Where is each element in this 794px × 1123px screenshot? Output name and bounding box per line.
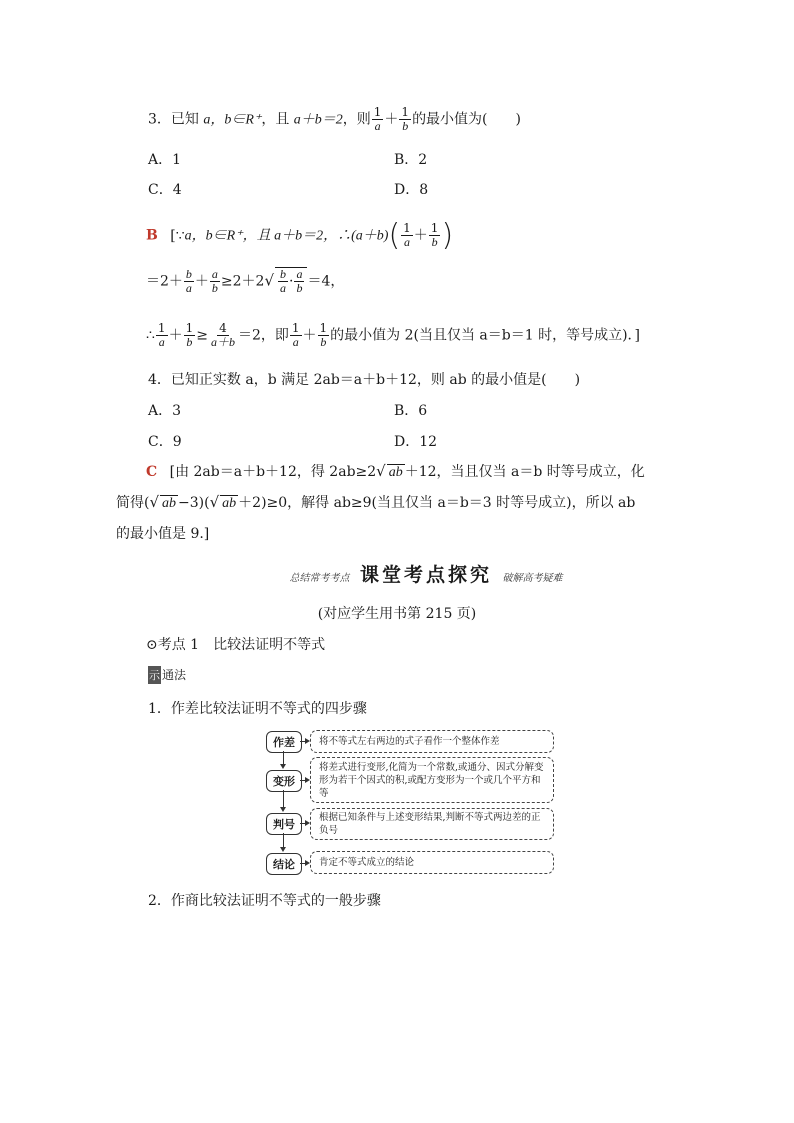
flow-step-panhao: 判号 <box>266 813 302 835</box>
q3-option-b[interactable]: B．2 <box>394 152 428 168</box>
q3-stem: 3．已知 a，b∈R⁺，且 a＋b＝2，则 $\frac{1}{a}$ ＋ $\frac{1}{b}$ 的最小值为( ) <box>148 105 521 133</box>
q3-solution-line2: ＝2＋ $\frac{b}{a}$ ＋ $\frac{a}{b}$ ≥2＋2√ $\frac{b}{a}$ · $\frac{a}{b}$ ＝4， <box>146 267 345 295</box>
q4-option-a[interactable]: A．3 <box>148 403 182 419</box>
step2-title: 2．作商比较法证明不等式的一般步骤 <box>148 893 381 909</box>
q4-solution-line3: 的最小值是 9.] <box>116 526 210 542</box>
down-arrow <box>283 833 284 848</box>
right-arrow <box>300 780 306 781</box>
q3-option-a[interactable]: A．1 <box>148 152 182 168</box>
q4-option-c[interactable]: C．9 <box>148 434 182 450</box>
fraction: $\frac{1}{b}$ <box>401 105 410 133</box>
flow-step-jielun: 结论 <box>266 853 302 875</box>
target-icon: ⊙ <box>146 637 158 653</box>
kaodian-heading: ⊙考点 1 比较法证明不等式 <box>146 637 326 653</box>
flow-desc-panhao: 根据已知条件与上述变形结果,判断不等式两边差的正负号 <box>310 808 554 840</box>
right-arrow <box>300 741 306 742</box>
flow-desc-zuocha: 将不等式左右两边的式子看作一个整体作差 <box>310 730 554 753</box>
q4-option-b[interactable]: B．6 <box>394 403 428 419</box>
answer-letter: C <box>146 464 158 480</box>
answer-letter: B <box>146 227 158 244</box>
q4-solution-line1: C [由 2ab＝a＋b＋12，得 2ab≥2√ ab ＋12，当且仅当 a＝b 时等号成立，化 <box>146 462 645 480</box>
page-reference: (对应学生用书第 215 页) <box>317 606 477 622</box>
method-tag: 示 通法 <box>149 668 187 682</box>
q4-option-d[interactable]: D．12 <box>394 434 438 450</box>
down-arrow <box>283 790 284 808</box>
right-arrow <box>300 823 306 824</box>
right-arrow <box>300 863 306 864</box>
fraction: $\frac{1}{a}$ <box>373 105 382 133</box>
step1-title: 1．作差比较法证明不等式的四步骤 <box>148 701 367 717</box>
banner-title: 课堂考点探究 <box>359 564 492 586</box>
q3-number: 3． <box>148 111 171 128</box>
q4-solution-line2: 简得(√ ab −3)(√ ab ＋2)≥0，解得 ab≥9(当且仅当 a＝b＝3 时等号成立)，所以 ab <box>116 493 636 511</box>
q3-option-d[interactable]: D．8 <box>394 182 429 198</box>
q4-stem: 4．已知正实数 a，b 满足 2ab＝a＋b＋12，则 ab 的最小值是( ) <box>148 372 581 388</box>
tag-badge: 示 <box>148 666 161 684</box>
flow-step-bianxing: 变形 <box>266 770 302 792</box>
q3-solution-line3: ∴ $\frac{1}{a}$ ＋ $\frac{1}{b}$ ≥ $\frac{4}{a+b}$ ＝2，即 $\frac{1}{a}$ ＋ $\frac{1}{b}$ 的最小值为 2(当且仅当 a＝b＝1 时，等号成立)．] <box>146 321 641 349</box>
fraction: $\frac{1}{b}$ <box>430 221 439 249</box>
section-banner: 总结常考考点 课堂考点探究 破解高考疑难 <box>146 560 706 587</box>
fraction: $\frac{1}{a}$ <box>403 221 411 249</box>
q3-option-c[interactable]: C．4 <box>148 182 182 198</box>
q3-solution-line1: B [∵a，b∈R⁺，且 a＋b＝2，∴(a＋b)( $\frac{1}{a}$ ＋ $\frac{1}{b}$ ) <box>146 218 454 253</box>
flow-step-zuocha: 作差 <box>266 731 302 753</box>
down-arrow <box>283 751 284 765</box>
flow-desc-bianxing: 将差式进行变形,化简为一个常数,或通分、因式分解变形为若干个因式的积,或配方变形为一个或几个平方和等 <box>310 757 554 803</box>
flow-desc-jielun: 肯定不等式成立的结论 <box>310 851 554 874</box>
